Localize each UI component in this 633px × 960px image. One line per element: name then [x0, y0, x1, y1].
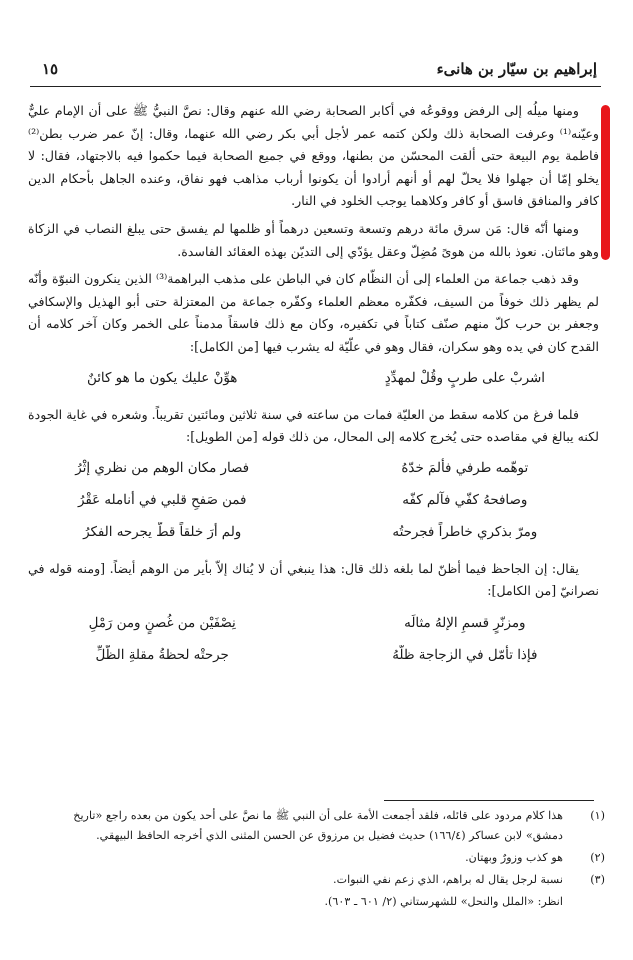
footnote: [40, 848, 605, 868]
footnote-number: (٣): [590, 873, 605, 886]
verse-first-hemistich: توهّمه طرفي فألمَ خدّهُ: [401, 461, 529, 477]
verse-second-hemistich: ولم أرَ خلقاً قطّ يجرحه الفكرُ: [83, 525, 242, 541]
verse-line: [28, 364, 599, 396]
main-text: [28, 100, 599, 680]
footnote: [40, 892, 605, 912]
paragraph-5: يقال: إن الجاحظ فيما أظنّ لما بلغه ذلك قال: هذا ينبغي أن لا يُناك إلاّ بأير من الوهم أيضاً. [ومنه قوله في نصرانيّ [من الكامل]:: [28, 560, 599, 599]
footnote: [40, 870, 605, 890]
verse-line: [28, 640, 599, 672]
poem-kamil-2: [28, 608, 599, 672]
poem-kamil-1: [28, 364, 599, 396]
red-highlight-mark: [601, 105, 610, 260]
page-header: [30, 56, 601, 87]
page-number: ١٥: [42, 60, 59, 78]
paragraph-1: ومنها ميلُه إلى الرفض ووقوعُه في أكابر الصحابة رضي الله عنهم وقال: نصَّ النبيُّ ﷺ على أن الإمام عليٌّ وعيّنه⁽¹⁾ وعرفت الصحابة ذلك ولكن كتمه عمر لأجل أبي بكر رضي الله عنهما، وقال: إنّ عمر ضرب بطن⁽²⁾ فاطمة يوم البيعة حتى ألقت المحسّن من بطنها، ووقع في جميع الصحابة فيما حكموا فيه بالاجتهاد، فقال: لا يخلو إمّا أن جهلوا فلا يحلّ لهم أو أنهم أرادوا أن يكونوا أرباب مذاهب فهو نفاق، وعنده الجاهل بأحكام الدين كافر والمنافق فاسق أو كافر وكلاهما يوجب الخلود في النار.: [28, 103, 599, 209]
verse-second-hemistich: فمن صَفحِ قلبي في أنامله عَقْرُ: [77, 493, 247, 509]
paragraph-3: وقد ذهب جماعة من العلماء إلى أن النظّام كان في الباطن على مذهب البراهمة⁽³⁾ الذين ينكرون النبوّة وأنّه لم يظهر ذلك خوفاً من السيف، فكفّره معظم العلماء وكفّره جماعة من المعتزلة حتى أبو الهذيل والإسكافي وجعفر بن حرب كلّ منهم صنّف كتاباً في تكفيره، وكان مع ذلك فاسقاً مدمناً على الخمر وكان آخر كلامه أن القدح كان في يده وهو سكران، فقال وهو في علّيّة له يشرب فيها [من الكامل]:: [28, 271, 599, 354]
verse-line: [28, 486, 599, 518]
verse-second-hemistich: جرحتْه لحظةُ مقلةِ الظّلِّ: [95, 647, 229, 663]
poem-tawil: [28, 454, 599, 550]
footnote-number: [563, 892, 605, 912]
paragraph-4: فلما فرغ من كلامه سقط من العليّة فمات من ساعته في سنة ثلاثين ومائتين تقريباً. وشعره في غاية الجودة لكنه يبالغ في مقاصده حتى يُخرج كلامه إلى المحال، من ذلك قوله [من الطويل]:: [28, 406, 599, 445]
footnote-text: انظر: «الملل والنحل» للشهرستاني (٢/ ٦٠١ ـ ٦٠٣).: [324, 895, 563, 908]
verse-first-hemistich: ومزنّرٍ قسمِ الإلهُ مثالَه: [404, 615, 526, 631]
footnote-text: هو كذب وزورٌ وبهتان.: [465, 851, 563, 864]
footnote-number: (١): [590, 809, 605, 822]
footnote-divider: [384, 800, 594, 801]
verse-first-hemistich: اشربْ على طربٍ وقُلْ لمهدِّدٍ: [384, 371, 545, 387]
footnote: [40, 806, 605, 846]
footnote-text: هذا كلام مردود على قائله، فلقد أجمعت الأمة على أن النبي ﷺ ما نصَّ على أحد يكون من بعده راجع «تاريخ دمشق» لابن عساكر (١٦٦/٤) حديث فضيل بن مرزوق عن الحسن المثنى الذي أخرجه الحافظ البيهقي.: [73, 809, 563, 842]
footnotes: [40, 806, 605, 914]
verse-line: [28, 454, 599, 486]
verse-second-hemistich: نِصْفَيْن من غُصنٍ ومن رَمْلِ: [88, 615, 236, 631]
paragraph-2: ومنها أنّه قال: مَن سرق مائة درهم وتسعة وتسعين درهماً أو ظلمها لم يفسق حتى يبلغ النصاب في الزكاة وهو مائتان. نعوذ بالله من هوىً مُضِلّ وعقل يؤدّي إلى التديّن بهذه العقائد الفاسدة.: [28, 220, 599, 259]
verse-second-hemistich: هوِّنْ عليك يكون ما هو كائنٌ: [87, 371, 238, 387]
footnote-number: (٢): [590, 851, 605, 864]
footnote-text: نسبة لرجل يقال له براهم، الذي زعم نفي النبوات.: [333, 873, 563, 886]
verse-second-hemistich: فصار مكان الوهم من نظري إثْرُ: [75, 461, 250, 477]
verse-line: [28, 608, 599, 640]
verse-first-hemistich: وصافحهُ كفّي فآلم كفّه: [402, 493, 528, 509]
verse-first-hemistich: ومرّ بذكري خاطراً فجرحتُه: [392, 525, 538, 541]
verse-first-hemistich: فإذا تأمّل في الزجاجة ظلَّهُ: [392, 647, 538, 663]
verse-line: [28, 518, 599, 550]
running-title: إبراهيم بن سيّار بن هانىء: [436, 60, 597, 78]
